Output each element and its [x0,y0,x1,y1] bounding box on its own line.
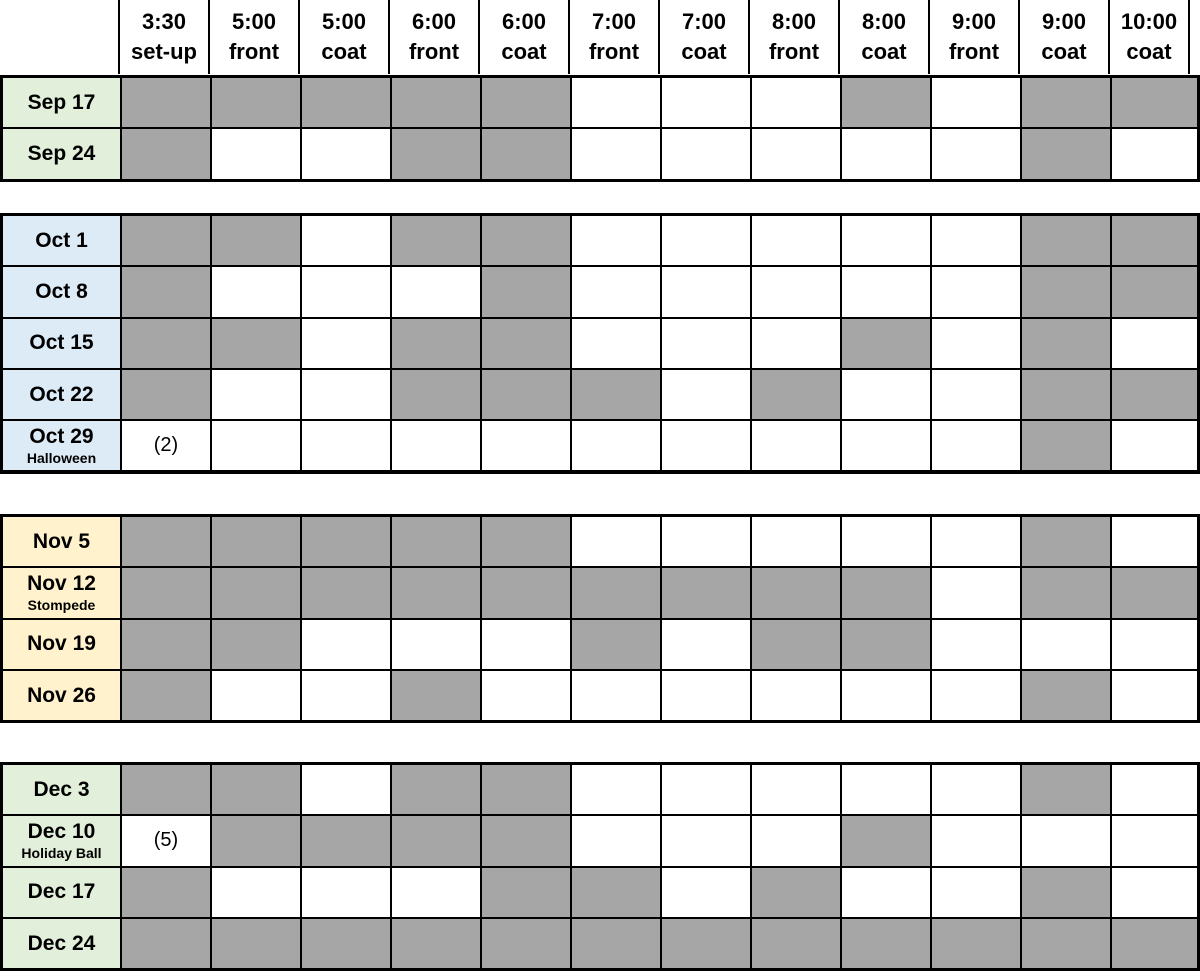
shift-slot-open[interactable] [662,267,750,316]
date-text: Nov 26 [27,683,96,707]
shift-slot-open[interactable] [572,78,660,127]
shift-slot-open[interactable] [572,421,660,470]
shift-slot-filled[interactable] [482,370,570,419]
date-label [3,919,120,968]
shift-slot-filled[interactable] [302,517,390,566]
shift-slot-filled[interactable] [122,370,210,419]
column-header-time: 6:00 [501,9,547,34]
shift-slot-open[interactable] [1112,620,1197,669]
shift-slot-open[interactable] [212,370,300,419]
shift-slot-open[interactable] [752,129,840,178]
column-header-role: front [768,39,820,64]
shift-slot-filled[interactable] [392,319,480,368]
month-block-dec [0,762,1200,971]
date-label [3,671,120,720]
shift-slot-filled[interactable] [752,370,840,419]
shift-slot-filled[interactable] [392,78,480,127]
date-text: Oct 22 [29,382,94,406]
shift-slot-filled[interactable] [1022,868,1110,917]
shift-slot-filled[interactable] [212,319,300,368]
shift-slot-open[interactable] [662,816,750,865]
shift-slot-open[interactable] [842,517,930,566]
column-header-role: front [228,39,280,64]
shift-slot-filled[interactable] [212,216,300,265]
column-header-time: 8:00 [861,9,907,34]
shift-slot-filled[interactable] [302,816,390,865]
shift-slot-open[interactable] [662,216,750,265]
shift-slot-open[interactable] [842,765,930,814]
shift-slot-filled[interactable] [1112,370,1197,419]
shift-slot-open[interactable] [842,370,930,419]
shift-slot-filled[interactable] [1022,129,1110,178]
date-label [3,319,120,368]
column-header [1108,0,1190,74]
event-note: Stompede [27,596,96,613]
column-header-role: coat [501,39,547,64]
shift-slot-open[interactable] [1112,868,1197,917]
shift-slot-open[interactable] [662,129,750,178]
shift-slot-open[interactable] [302,868,390,917]
shift-slot-open[interactable] [752,421,840,470]
shift-slot-open[interactable] [302,267,390,316]
date-text: Nov 12 [27,571,96,595]
shift-slot-open[interactable] [212,671,300,720]
shift-slot-open[interactable] [572,765,660,814]
shift-slot-open[interactable] [572,216,660,265]
shift-slot-filled[interactable] [212,816,300,865]
shift-slot-open[interactable] [662,868,750,917]
shift-slot-filled[interactable] [122,129,210,178]
shift-slot-open[interactable] [662,671,750,720]
column-header [1018,0,1108,74]
shift-slot-open[interactable] [1112,671,1197,720]
shift-slot-open[interactable] [662,620,750,669]
shift-slot-open[interactable]: (2) [122,421,210,470]
shift-slot-filled[interactable] [392,568,480,617]
shift-slot-open[interactable] [932,868,1020,917]
shift-slot-filled[interactable] [212,620,300,669]
shift-slot-filled[interactable] [122,868,210,917]
shift-slot-open[interactable] [842,421,930,470]
shift-slot-open[interactable] [1112,765,1197,814]
shift-slot-open[interactable] [752,816,840,865]
date-text: Dec 3 [33,777,90,801]
shift-slot-filled[interactable] [1112,267,1197,316]
shift-slot-open[interactable] [212,267,300,316]
shift-slot-open[interactable] [302,765,390,814]
shift-slot-open[interactable] [572,517,660,566]
shift-slot-open[interactable] [572,129,660,178]
shift-slot-open[interactable] [1112,421,1197,470]
shift-slot-open[interactable] [932,267,1020,316]
date-label [3,568,120,617]
column-header [658,0,748,74]
shift-slot-filled[interactable] [482,319,570,368]
shift-slot-filled[interactable] [1022,267,1110,316]
shift-slot-open[interactable] [1022,816,1110,865]
date-text: Dec 17 [27,880,96,904]
shift-slot-filled[interactable] [392,671,480,720]
shift-slot-open[interactable] [752,765,840,814]
shift-slot-open[interactable] [662,517,750,566]
shift-slot-filled[interactable] [752,868,840,917]
date-label [3,517,120,566]
shift-slot-open[interactable] [662,370,750,419]
shift-slot-open[interactable] [932,568,1020,617]
shift-slot-open[interactable] [842,216,930,265]
shift-slot-open[interactable] [212,129,300,178]
shift-slot-open[interactable] [932,421,1020,470]
shift-slot-filled[interactable] [482,765,570,814]
shift-slot-filled[interactable] [392,816,480,865]
date-text: Sep 17 [27,90,96,114]
shift-slot-filled[interactable] [752,919,840,968]
shift-slot-filled[interactable] [842,78,930,127]
shift-slot-open[interactable] [212,868,300,917]
date-label [3,78,120,127]
shift-slot-open[interactable] [752,216,840,265]
shift-slot-filled[interactable] [572,370,660,419]
column-header [118,0,208,74]
shift-slot-open[interactable] [662,765,750,814]
shift-slot-filled[interactable] [122,765,210,814]
date-text: Dec 10 [27,819,96,843]
column-header [748,0,838,74]
shift-slot-filled[interactable] [482,267,570,316]
shift-slot-filled[interactable] [1022,319,1110,368]
shift-slot-filled[interactable] [842,816,930,865]
date-text: Nov 19 [27,632,96,656]
date-label [3,868,120,917]
shift-slot-filled[interactable] [572,620,660,669]
shift-slot-filled[interactable] [1022,765,1110,814]
shift-slot-open[interactable] [932,78,1020,127]
shift-slot-filled[interactable] [122,671,210,720]
date-text: Nov 5 [32,529,91,553]
shift-slot-filled[interactable] [122,78,210,127]
column-header [208,0,298,74]
column-header-time: 7:00 [591,9,637,34]
shift-slot-open[interactable] [752,319,840,368]
shift-slot-open[interactable]: (5) [122,816,210,865]
shift-slot-filled[interactable] [302,78,390,127]
shift-slot-filled[interactable] [1022,919,1110,968]
shift-slot-open[interactable] [932,765,1020,814]
shift-slot-open[interactable] [1112,517,1197,566]
date-text: Oct 15 [29,331,94,355]
shift-slot-filled[interactable] [482,868,570,917]
shift-slot-filled[interactable] [482,129,570,178]
shift-slot-filled[interactable] [122,517,210,566]
shift-slot-open[interactable] [932,370,1020,419]
column-header-time: 6:00 [411,9,457,34]
date-text: Dec 24 [27,931,96,955]
column-header [568,0,658,74]
shift-slot-open[interactable] [842,267,930,316]
shift-slot-filled[interactable] [482,216,570,265]
shift-slot-filled[interactable] [842,620,930,669]
column-header-time: 7:00 [681,9,727,34]
shift-slot-filled[interactable] [842,319,930,368]
column-header [838,0,928,74]
shift-slot-filled[interactable] [392,517,480,566]
shift-slot-filled[interactable] [392,129,480,178]
shift-slot-open[interactable] [752,267,840,316]
column-header [928,0,1018,74]
shift-slot-open[interactable] [842,129,930,178]
date-text: Oct 8 [35,279,88,303]
date-label [3,765,120,814]
shift-slot-filled[interactable] [482,517,570,566]
shift-slot-open[interactable] [932,129,1020,178]
shift-slot-filled[interactable] [842,919,930,968]
date-label [3,216,120,265]
shift-slot-filled[interactable] [1112,568,1197,617]
shift-slot-filled[interactable] [122,267,210,316]
shift-slot-open[interactable] [572,319,660,368]
shift-slot-open[interactable] [932,671,1020,720]
shift-slot-open[interactable] [302,216,390,265]
shift-slot-open[interactable] [932,319,1020,368]
shift-slot-filled[interactable] [392,370,480,419]
date-label [3,816,120,865]
column-header-time: 5:00 [321,9,367,34]
shift-slot-filled[interactable] [122,620,210,669]
date-label [3,129,120,178]
shift-slot-open[interactable] [572,671,660,720]
shift-slot-filled[interactable] [752,620,840,669]
shift-slot-open[interactable] [302,421,390,470]
shift-slot-filled[interactable] [932,919,1020,968]
shift-slot-open[interactable] [302,129,390,178]
shift-slot-filled[interactable] [1112,216,1197,265]
column-header-time: 8:00 [771,9,817,34]
column-header-role: coat [1126,39,1172,64]
month-block-sep [0,75,1200,182]
shift-slot-filled[interactable] [1022,78,1110,127]
shift-slot-filled[interactable] [212,78,300,127]
shift-slot-open[interactable] [842,671,930,720]
shift-slot-open[interactable] [572,267,660,316]
shift-slot-filled[interactable] [572,919,660,968]
column-header-time: 3:30 [141,9,187,34]
shift-slot-open[interactable] [752,671,840,720]
shift-slot-filled[interactable] [302,568,390,617]
shift-slot-filled[interactable] [302,919,390,968]
shift-slot-filled[interactable] [122,919,210,968]
shift-slot-filled[interactable] [482,568,570,617]
shift-slot-open[interactable] [392,868,480,917]
shift-slot-filled[interactable] [662,568,750,617]
column-header-role: coat [861,39,907,64]
shift-slot-open[interactable] [212,421,300,470]
shift-slot-open[interactable] [1112,129,1197,178]
shift-slot-filled[interactable] [1022,370,1110,419]
shift-slot-filled[interactable] [122,568,210,617]
shift-slot-open[interactable] [482,421,570,470]
shift-slot-filled[interactable] [1022,421,1110,470]
month-block-nov [0,514,1200,723]
shift-slot-filled[interactable] [482,78,570,127]
shift-slot-filled[interactable] [1022,216,1110,265]
column-header-role: front [588,39,640,64]
date-text: Oct 29 [29,424,94,448]
shift-slot-filled[interactable] [1022,517,1110,566]
shift-slot-filled[interactable] [572,868,660,917]
shift-slot-open[interactable] [662,421,750,470]
column-header-role: front [408,39,460,64]
shift-slot-filled[interactable] [572,568,660,617]
schedule-header-row [0,0,1200,78]
shift-slot-filled[interactable] [212,765,300,814]
shift-slot-open[interactable] [302,319,390,368]
event-note: Halloween [26,449,97,466]
month-block-oct [0,213,1200,474]
shift-slot-open[interactable] [392,421,480,470]
shift-slot-filled[interactable] [1112,919,1197,968]
shift-slot-open[interactable] [1112,319,1197,368]
shift-slot-filled[interactable] [212,517,300,566]
date-text: Sep 24 [27,141,96,165]
column-header [388,0,478,74]
shift-slot-filled[interactable] [122,319,210,368]
shift-slot-filled[interactable] [482,816,570,865]
date-label [3,620,120,669]
column-header-time: 9:00 [1041,9,1087,34]
shift-slot-open[interactable] [662,78,750,127]
column-header [298,0,388,74]
shift-slot-filled[interactable] [212,568,300,617]
shift-slot-open[interactable] [302,671,390,720]
shift-slot-open[interactable] [392,267,480,316]
shift-slot-open[interactable] [392,620,480,669]
date-label [3,267,120,316]
shift-slot-filled[interactable] [662,919,750,968]
date-text: Oct 1 [35,228,88,252]
shift-slot-open[interactable] [932,816,1020,865]
shift-slot-filled[interactable] [392,919,480,968]
event-note: Holiday Ball [21,844,102,861]
date-label [3,370,120,419]
shift-slot-open[interactable] [932,517,1020,566]
shift-slot-open[interactable] [662,319,750,368]
shift-slot-open[interactable] [1112,816,1197,865]
shift-slot-filled[interactable] [1022,671,1110,720]
shift-slot-filled[interactable] [482,919,570,968]
column-header [478,0,568,74]
shift-slot-open[interactable] [1022,620,1110,669]
column-header-role: coat [1041,39,1087,64]
column-header-role: set-up [131,39,197,64]
shift-slot-filled[interactable] [212,919,300,968]
shift-slot-open[interactable] [932,620,1020,669]
date-label [3,421,120,470]
shift-slot-filled[interactable] [392,765,480,814]
shift-slot-open[interactable] [752,517,840,566]
shift-slot-open[interactable] [302,370,390,419]
shift-slot-open[interactable] [932,216,1020,265]
column-header-role: coat [321,39,367,64]
column-header-time: 10:00 [1120,9,1178,34]
shift-slot-filled[interactable] [392,216,480,265]
column-header-time: 9:00 [951,9,997,34]
shift-slot-open[interactable] [752,78,840,127]
shift-slot-filled[interactable] [1022,568,1110,617]
column-header-role: front [948,39,1000,64]
shift-slot-open[interactable] [482,620,570,669]
shift-slot-filled[interactable] [752,568,840,617]
shift-slot-open[interactable] [482,671,570,720]
column-header-time: 5:00 [231,9,277,34]
shift-slot-open[interactable] [302,620,390,669]
shift-slot-filled[interactable] [842,568,930,617]
column-header-role: coat [681,39,727,64]
shift-slot-open[interactable] [572,816,660,865]
shift-slot-filled[interactable] [1112,78,1197,127]
shift-slot-open[interactable] [842,868,930,917]
shift-slot-filled[interactable] [122,216,210,265]
